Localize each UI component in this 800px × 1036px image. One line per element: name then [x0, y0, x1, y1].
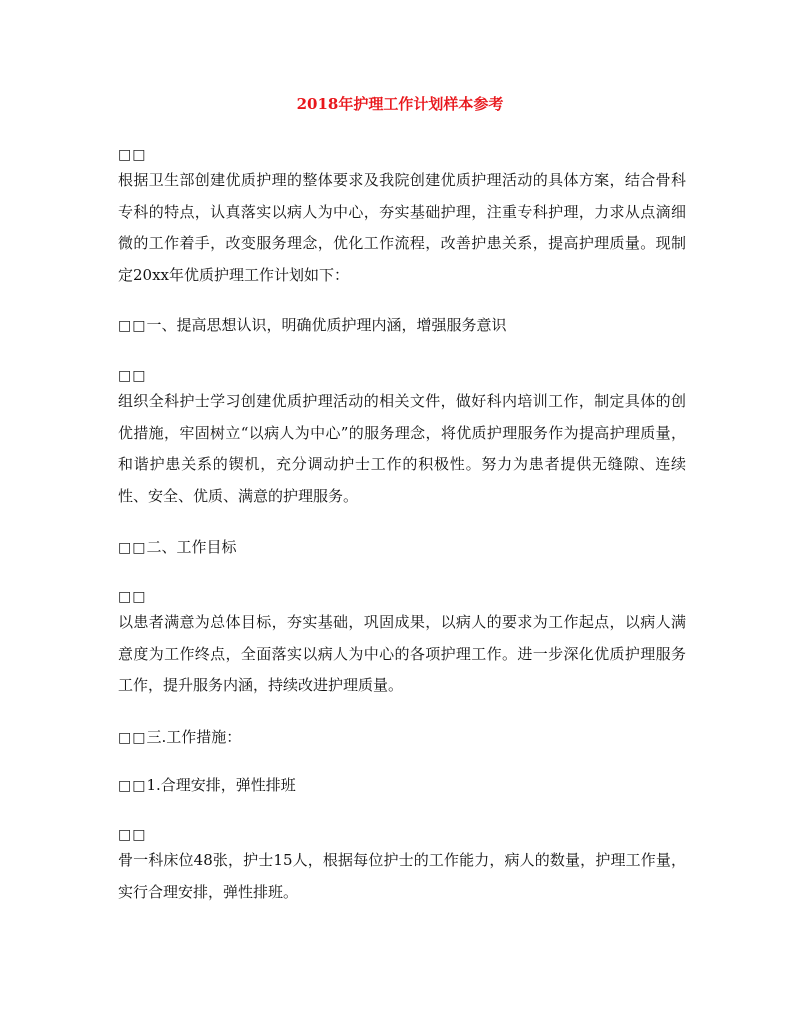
document-title: 2018年护理工作计划样本参考	[296, 95, 504, 113]
heading-marker: □□	[118, 730, 147, 746]
section-3-heading	[118, 727, 241, 748]
section-2-heading	[118, 537, 236, 558]
heading-marker: □□	[118, 540, 147, 556]
subsection-1-heading	[118, 775, 296, 796]
subsection-1-text: 骨一科床位48张，护士15人，根据每位护士的工作能力，病人的数量，护理工作量，实行合理安排，弹性排班。	[118, 851, 686, 901]
section-2-paragraph	[118, 607, 686, 702]
paragraph-marker: □□	[118, 589, 147, 605]
intro-paragraph	[118, 165, 686, 291]
section-2-heading-text: 二、工作目标	[146, 538, 237, 556]
section-1-heading-text: 一、提高思想认识，明确优质护理内涵，增强服务意识	[146, 316, 507, 334]
subsection-1-heading-text: 1.合理安排，弹性排班	[146, 776, 296, 794]
heading-marker: □□	[118, 318, 147, 334]
section-1-heading	[118, 315, 506, 336]
intro-text: 根据卫生部创建优质护理的整体要求及我院创建优质护理活动的具体方案，结合骨科专科的特点，认真落实以病人为中心，夯实基础护理，注重专科护理，力求从点滴细微的工作着手，改变服务理念，优化工作流程，改善护患关系，提高护理质量。现制定20xx年优质护理工作计划如下：	[118, 171, 686, 284]
paragraph-marker: □□	[118, 147, 147, 163]
section-1-paragraph	[118, 386, 686, 512]
paragraph-marker: □□	[118, 827, 147, 843]
section-2-text: 以患者满意为总体目标，夯实基础，巩固成果，以病人的要求为工作起点，以病人满意度为工作终点，全面落实以病人为中心的各项护理工作。进一步深化优质护理服务工作，提升服务内涵，持续改进护理质量。	[118, 613, 686, 694]
paragraph-marker: □□	[118, 368, 147, 384]
heading-marker: □□	[118, 778, 147, 794]
section-3-heading-text: 三.工作措施：	[146, 728, 242, 746]
subsection-1-paragraph	[118, 845, 686, 908]
section-1-text: 组织全科护士学习创建优质护理活动的相关文件，做好科内培训工作，制定具体的创优措施，牢固树立“以病人为中心”的服务理念，将优质护理服务作为提高护理质量，和谐护患关系的锲机，充分调动护士工作的积极性。努力为患者提供无缝隙、连续性、安全、优质、满意的护理服务。	[118, 392, 686, 505]
